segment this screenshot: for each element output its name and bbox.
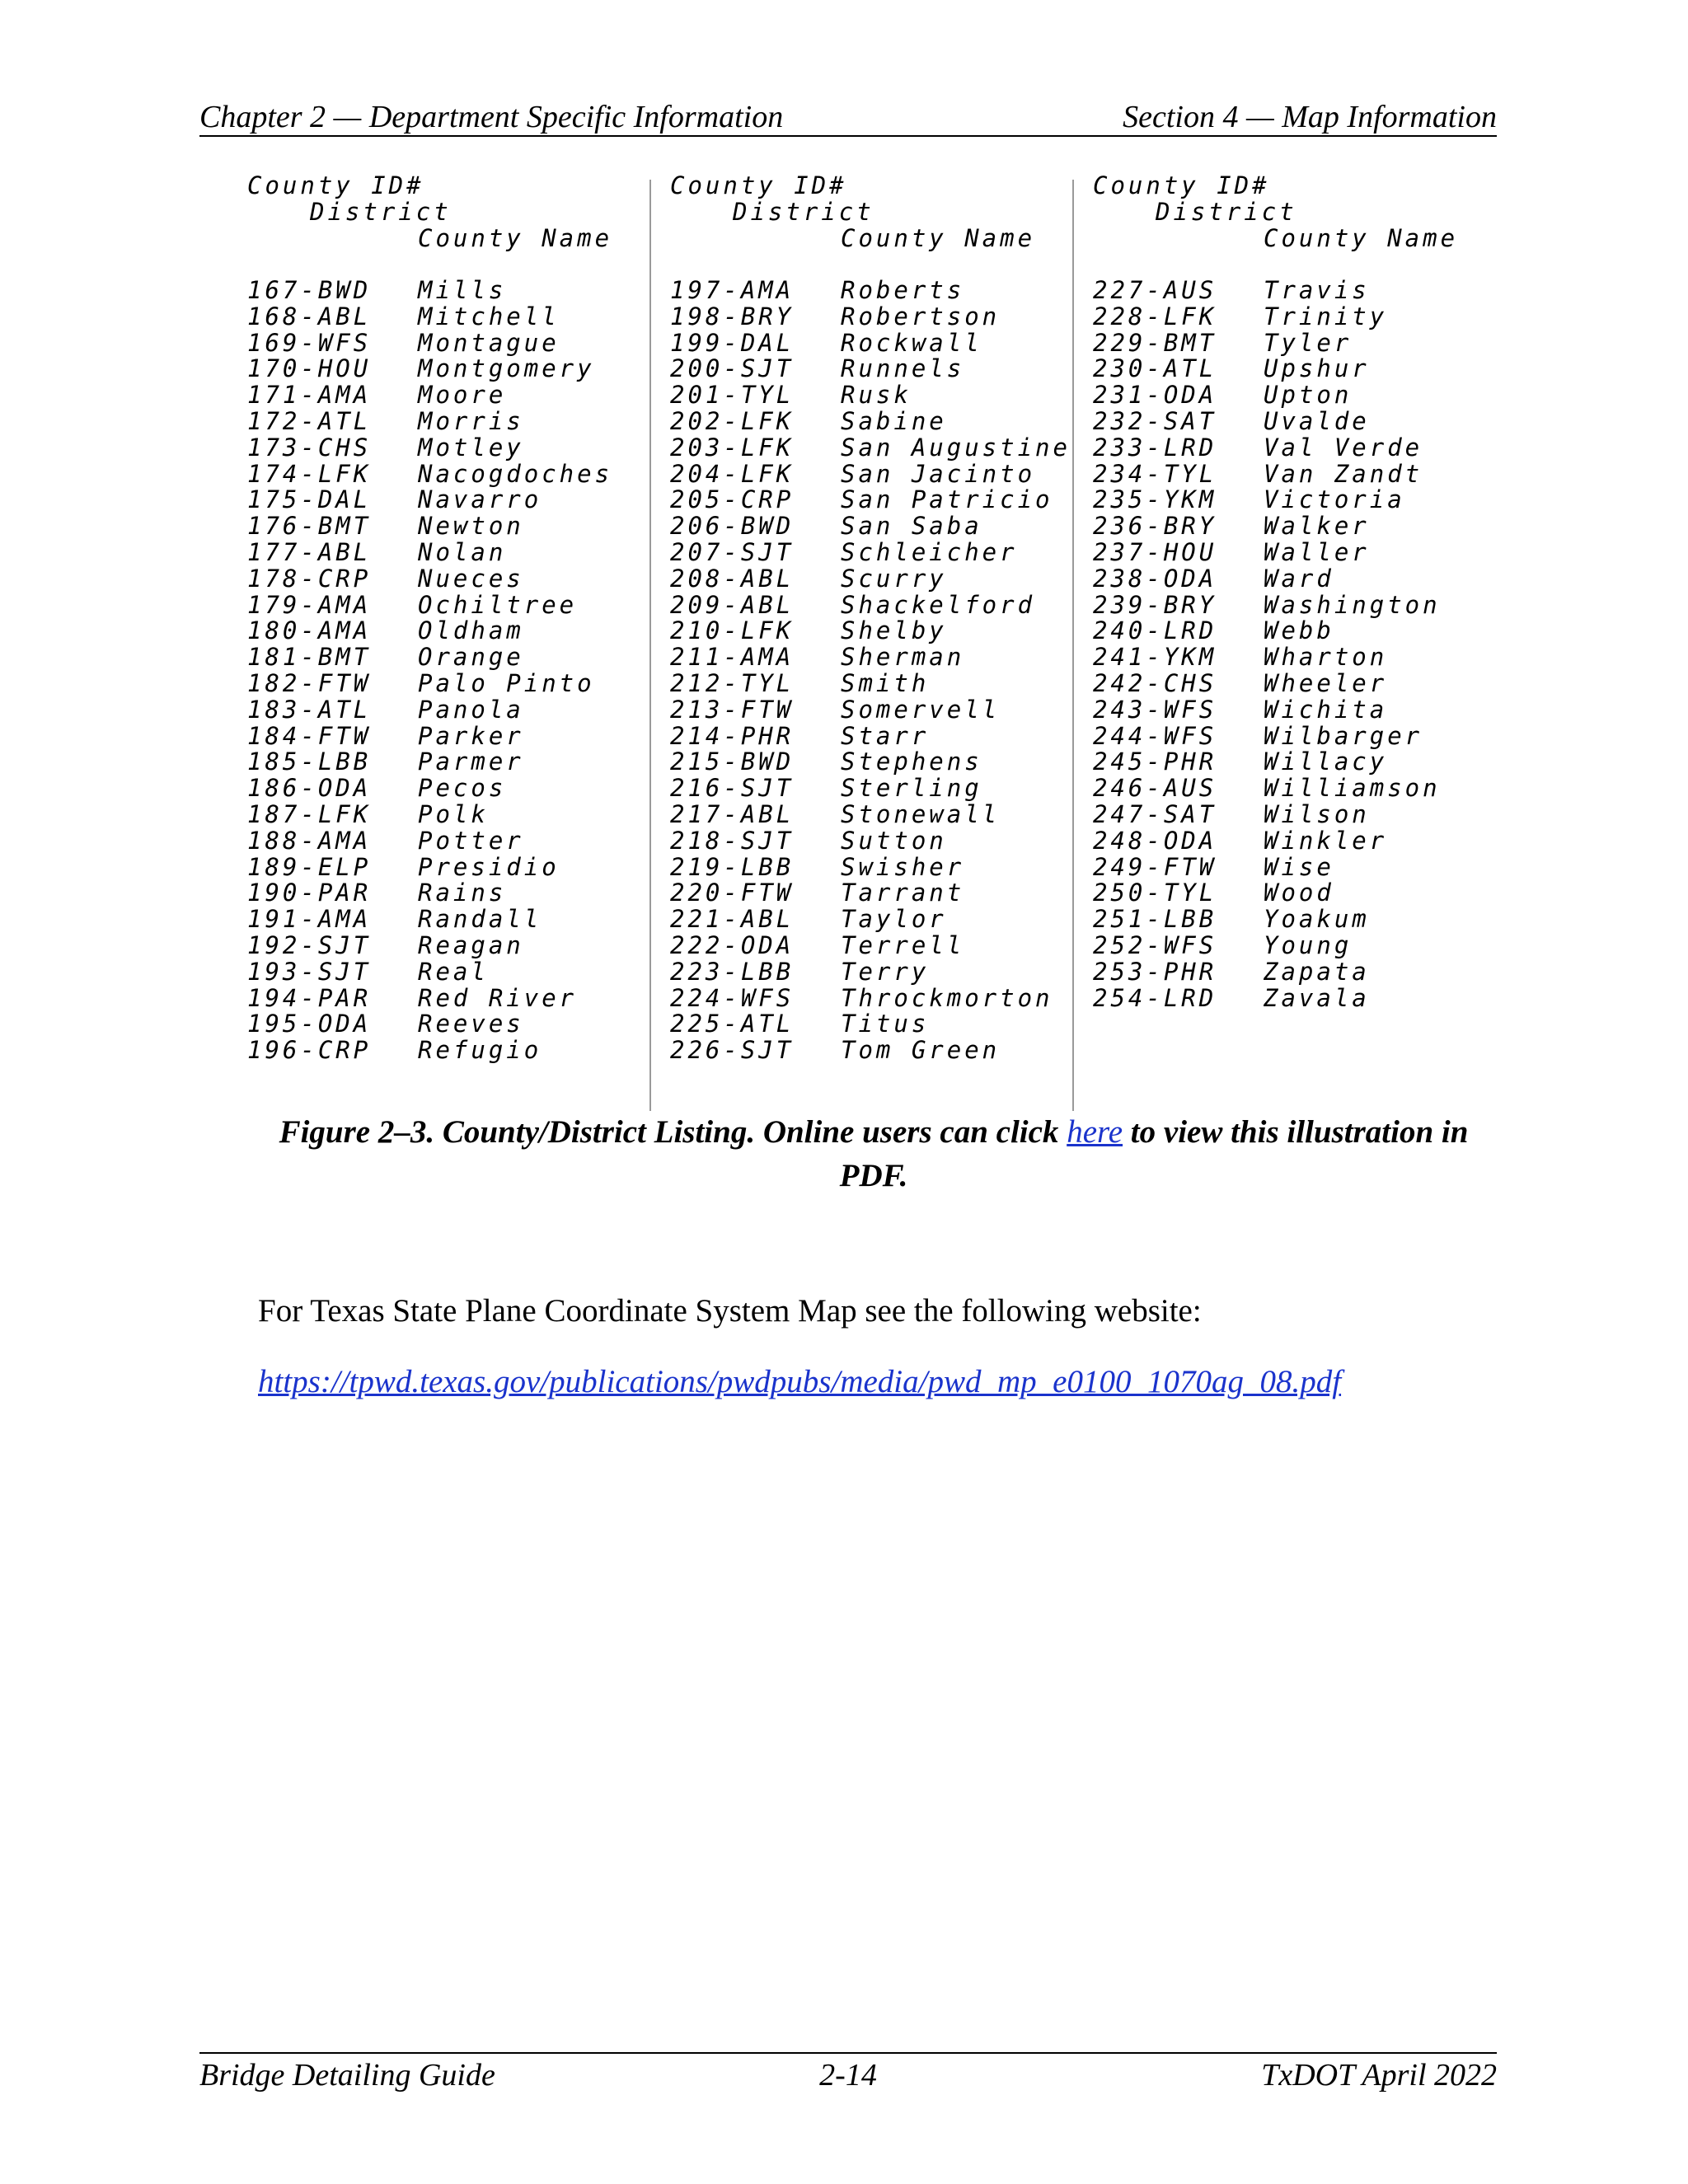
county-id-district: 224-WFS [670, 983, 795, 1012]
county-name: Somervell [841, 695, 1001, 724]
county-id-district: 219-LBB [670, 852, 795, 881]
county-id-district: 230-ATL [1093, 354, 1217, 383]
county-id-district: 250-TYL [1093, 879, 1217, 907]
county-id-district: 228-LFK [1093, 302, 1217, 330]
county-id-district: 239-BRY [1093, 590, 1217, 619]
county-name: Randall [418, 905, 542, 934]
county-id-district: 182-FTW [247, 668, 372, 697]
county-name: Morris [418, 406, 524, 435]
county-id-district: 169-WFS [247, 328, 372, 357]
county-name: Newton [418, 512, 524, 541]
county-name: Presidio [418, 852, 560, 881]
county-name: Sutton [841, 826, 947, 855]
county-name: Williamson [1264, 774, 1441, 803]
county-id-district: 205-CRP [670, 485, 795, 514]
county-name: Zavala [1264, 983, 1370, 1012]
county-name: Moore [418, 381, 507, 410]
county-id-district: 174-LFK [247, 459, 372, 488]
county-name: Upshur [1264, 354, 1370, 383]
county-name: Motley [418, 433, 524, 462]
county-name: Rockwall [841, 328, 982, 357]
county-id-district: 225-ATL [670, 1010, 795, 1038]
county-id-district: 181-BMT [247, 643, 372, 672]
county-id-district: 198-BRY [670, 302, 795, 330]
county-name: Walker [1264, 512, 1370, 541]
header-section: Section 4 — Map Information [1123, 100, 1497, 134]
county-name: Refugio [418, 1036, 542, 1065]
county-id-district: 222-ODA [670, 930, 795, 959]
page-number: 2-14 [819, 2058, 877, 2093]
county-name: Schleicher [841, 537, 1018, 566]
caption-text: Figure 2–3. County/District Listing. Online users can click [279, 1114, 1067, 1150]
county-district-table [247, 173, 1533, 1108]
county-name: Throckmorton [841, 983, 1053, 1012]
county-id-district: 193-SJT [247, 957, 372, 986]
county-id-district: 220-FTW [670, 879, 795, 907]
county-name: Terrell [841, 930, 965, 959]
county-id-district: 237-HOU [1093, 537, 1217, 566]
county-name: Panola [418, 695, 524, 724]
county-id-district: 183-ATL [247, 695, 372, 724]
county-id-district: 196-CRP [247, 1036, 372, 1065]
county-id-district: 252-WFS [1093, 930, 1217, 959]
county-name: Victoria [1264, 485, 1405, 514]
state-plane-map-link[interactable]: https://tpwd.texas.gov/publications/pwdpubs/media/pwd_mp_e0100_1070ag_08.pdf [258, 1364, 1342, 1399]
column-header-county-name: County Name [418, 224, 613, 252]
footer-date: TxDOT April 2022 [1261, 2058, 1497, 2093]
caption-here-link[interactable]: here [1067, 1114, 1123, 1150]
county-id-district: 200-SJT [670, 354, 795, 383]
county-name: Young [1264, 930, 1353, 959]
column-divider [649, 180, 651, 1111]
county-id-district: 234-TYL [1093, 459, 1217, 488]
county-name: Washington [1264, 590, 1441, 619]
county-id-district: 171-AMA [247, 381, 372, 410]
column-header-county-id: County ID# [670, 171, 847, 199]
county-name: Yoakum [1264, 905, 1370, 934]
header-chapter: Chapter 2 — Department Specific Information [199, 100, 784, 134]
county-name: Polk [418, 799, 489, 828]
county-name: Winkler [1264, 826, 1388, 855]
county-name: Pecos [418, 774, 507, 803]
county-name: Runnels [841, 354, 965, 383]
county-name: Nacogdoches [418, 459, 613, 488]
column-header-county-id: County ID# [247, 171, 424, 199]
county-name: Terry [841, 957, 930, 986]
county-name: Sabine [841, 406, 947, 435]
county-id-district: 251-LBB [1093, 905, 1217, 934]
county-name: Robertson [841, 302, 1001, 330]
county-id-district: 187-LFK [247, 799, 372, 828]
county-id-district: 217-ABL [670, 799, 795, 828]
county-id-district: 176-BMT [247, 512, 372, 541]
county-name: Wilbarger [1264, 721, 1423, 750]
column-header-county-name: County Name [841, 224, 1036, 252]
county-id-district: 243-WFS [1093, 695, 1217, 724]
table-column-1 [247, 173, 659, 1104]
county-name: Stephens [841, 748, 982, 776]
county-name: Val Verde [1264, 433, 1423, 462]
county-name: Smith [841, 668, 930, 697]
county-id-district: 172-ATL [247, 406, 372, 435]
county-name: Zapata [1264, 957, 1370, 986]
column-header-district: District [733, 198, 874, 226]
county-name: Wharton [1264, 643, 1388, 672]
county-name: Oldham [418, 616, 524, 645]
county-name: Tarrant [841, 879, 965, 907]
county-id-district: 208-ABL [670, 564, 795, 593]
county-id-district: 233-LRD [1093, 433, 1217, 462]
county-id-district: 186-ODA [247, 774, 372, 803]
county-id-district: 210-LFK [670, 616, 795, 645]
county-name: Travis [1264, 276, 1370, 304]
county-name: Uvalde [1264, 406, 1370, 435]
county-id-district: 180-AMA [247, 616, 372, 645]
county-id-district: 203-LFK [670, 433, 795, 462]
county-name: Ward [1264, 564, 1334, 593]
county-id-district: 218-SJT [670, 826, 795, 855]
table-column-3 [1093, 173, 1505, 1104]
county-id-district: 167-BWD [247, 276, 372, 304]
county-id-district: 248-ODA [1093, 826, 1217, 855]
county-name: Sherman [841, 643, 965, 672]
county-name: Parker [418, 721, 524, 750]
county-id-district: 184-FTW [247, 721, 372, 750]
county-name: Roberts [841, 276, 965, 304]
county-id-district: 173-CHS [247, 433, 372, 462]
county-id-district: 188-AMA [247, 826, 372, 855]
county-id-district: 179-AMA [247, 590, 372, 619]
county-id-district: 223-LBB [670, 957, 795, 986]
county-name: Reeves [418, 1010, 524, 1038]
county-id-district: 211-AMA [670, 643, 795, 672]
county-id-district: 199-DAL [670, 328, 795, 357]
county-id-district: 209-ABL [670, 590, 795, 619]
header-rule [199, 135, 1497, 137]
county-id-district: 201-TYL [670, 381, 795, 410]
county-id-district: 204-LFK [670, 459, 795, 488]
county-id-district: 168-ABL [247, 302, 372, 330]
county-id-district: 214-PHR [670, 721, 795, 750]
county-id-district: 195-ODA [247, 1010, 372, 1038]
county-id-district: 207-SJT [670, 537, 795, 566]
county-name: Van Zandt [1264, 459, 1423, 488]
county-id-district: 226-SJT [670, 1036, 795, 1065]
county-name: Potter [418, 826, 524, 855]
county-id-district: 244-WFS [1093, 721, 1217, 750]
county-id-district: 216-SJT [670, 774, 795, 803]
county-name: Real [418, 957, 489, 986]
county-name: Navarro [418, 485, 542, 514]
county-name: Shelby [841, 616, 947, 645]
county-name: Parmer [418, 748, 524, 776]
county-name: Rains [418, 879, 507, 907]
county-id-district: 245-PHR [1093, 748, 1217, 776]
column-divider [1072, 180, 1074, 1111]
county-name: Wichita [1264, 695, 1388, 724]
county-id-district: 213-FTW [670, 695, 795, 724]
county-id-district: 231-ODA [1093, 381, 1217, 410]
county-name: Wood [1264, 879, 1334, 907]
county-id-district: 197-AMA [670, 276, 795, 304]
county-name: Trinity [1264, 302, 1388, 330]
county-id-district: 202-LFK [670, 406, 795, 435]
county-name: Montgomery [418, 354, 595, 383]
county-id-district: 249-FTW [1093, 852, 1217, 881]
county-id-district: 229-BMT [1093, 328, 1217, 357]
county-name: Sterling [841, 774, 982, 803]
county-name: Mills [418, 276, 507, 304]
county-name: Shackelford [841, 590, 1036, 619]
caption-text-end: to view this illustration in PDF. [839, 1114, 1469, 1193]
county-id-district: 190-PAR [247, 879, 372, 907]
county-name: Wheeler [1264, 668, 1388, 697]
county-name: Nueces [418, 564, 524, 593]
county-id-district: 192-SJT [247, 930, 372, 959]
county-name: San Jacinto [841, 459, 1036, 488]
county-id-district: 215-BWD [670, 748, 795, 776]
column-header-county-id: County ID# [1093, 171, 1270, 199]
county-id-district: 206-BWD [670, 512, 795, 541]
county-name: Upton [1264, 381, 1353, 410]
footer-title: Bridge Detailing Guide [199, 2058, 495, 2093]
county-id-district: 242-CHS [1093, 668, 1217, 697]
county-id-district: 253-PHR [1093, 957, 1217, 986]
county-name: Reagan [418, 930, 524, 959]
county-name: San Patricio [841, 485, 1053, 514]
county-id-district: 238-ODA [1093, 564, 1217, 593]
county-name: Ochiltree [418, 590, 578, 619]
county-name: San Saba [841, 512, 982, 541]
county-name: Stonewall [841, 799, 1001, 828]
county-name: Tom Green [841, 1036, 1001, 1065]
county-name: Palo Pinto [418, 668, 595, 697]
page-header [199, 97, 1497, 137]
county-id-district: 177-ABL [247, 537, 372, 566]
county-id-district: 227-AUS [1093, 276, 1217, 304]
county-id-district: 221-ABL [670, 905, 795, 934]
county-name: Willacy [1264, 748, 1388, 776]
county-id-district: 232-SAT [1093, 406, 1217, 435]
county-name: Rusk [841, 381, 912, 410]
county-name: Starr [841, 721, 930, 750]
table-column-2 [670, 173, 1082, 1104]
county-id-district: 235-YKM [1093, 485, 1217, 514]
county-name: Wilson [1264, 799, 1370, 828]
county-name: Scurry [841, 564, 947, 593]
county-name: Red River [418, 983, 578, 1012]
page-footer [199, 2052, 1497, 2098]
county-name: Mitchell [418, 302, 560, 330]
county-name: Webb [1264, 616, 1334, 645]
county-name: Wise [1264, 852, 1334, 881]
county-id-district: 175-DAL [247, 485, 372, 514]
county-id-district: 254-LRD [1093, 983, 1217, 1012]
county-id-district: 194-PAR [247, 983, 372, 1012]
county-id-district: 236-BRY [1093, 512, 1217, 541]
county-id-district: 240-LRD [1093, 616, 1217, 645]
county-id-district: 241-YKM [1093, 643, 1217, 672]
county-id-district: 247-SAT [1093, 799, 1217, 828]
figure-caption [247, 1110, 1500, 1197]
county-id-district: 189-ELP [247, 852, 372, 881]
county-name: Swisher [841, 852, 965, 881]
county-name: Waller [1264, 537, 1370, 566]
county-id-district: 185-LBB [247, 748, 372, 776]
county-name: Titus [841, 1010, 930, 1038]
county-name: San Augustine [841, 433, 1071, 462]
column-header-district: District [1156, 198, 1297, 226]
county-id-district: 170-HOU [247, 354, 372, 383]
county-name: Orange [418, 643, 524, 672]
body-paragraph: For Texas State Plane Coordinate System Map see the following website: [258, 1293, 1202, 1329]
county-id-district: 212-TYL [670, 668, 795, 697]
county-name: Tyler [1264, 328, 1353, 357]
county-id-district: 178-CRP [247, 564, 372, 593]
column-header-county-name: County Name [1264, 224, 1459, 252]
county-name: Taylor [841, 905, 947, 934]
column-header-district: District [310, 198, 452, 226]
county-id-district: 246-AUS [1093, 774, 1217, 803]
county-name: Montague [418, 328, 560, 357]
county-id-district: 191-AMA [247, 905, 372, 934]
county-name: Nolan [418, 537, 507, 566]
